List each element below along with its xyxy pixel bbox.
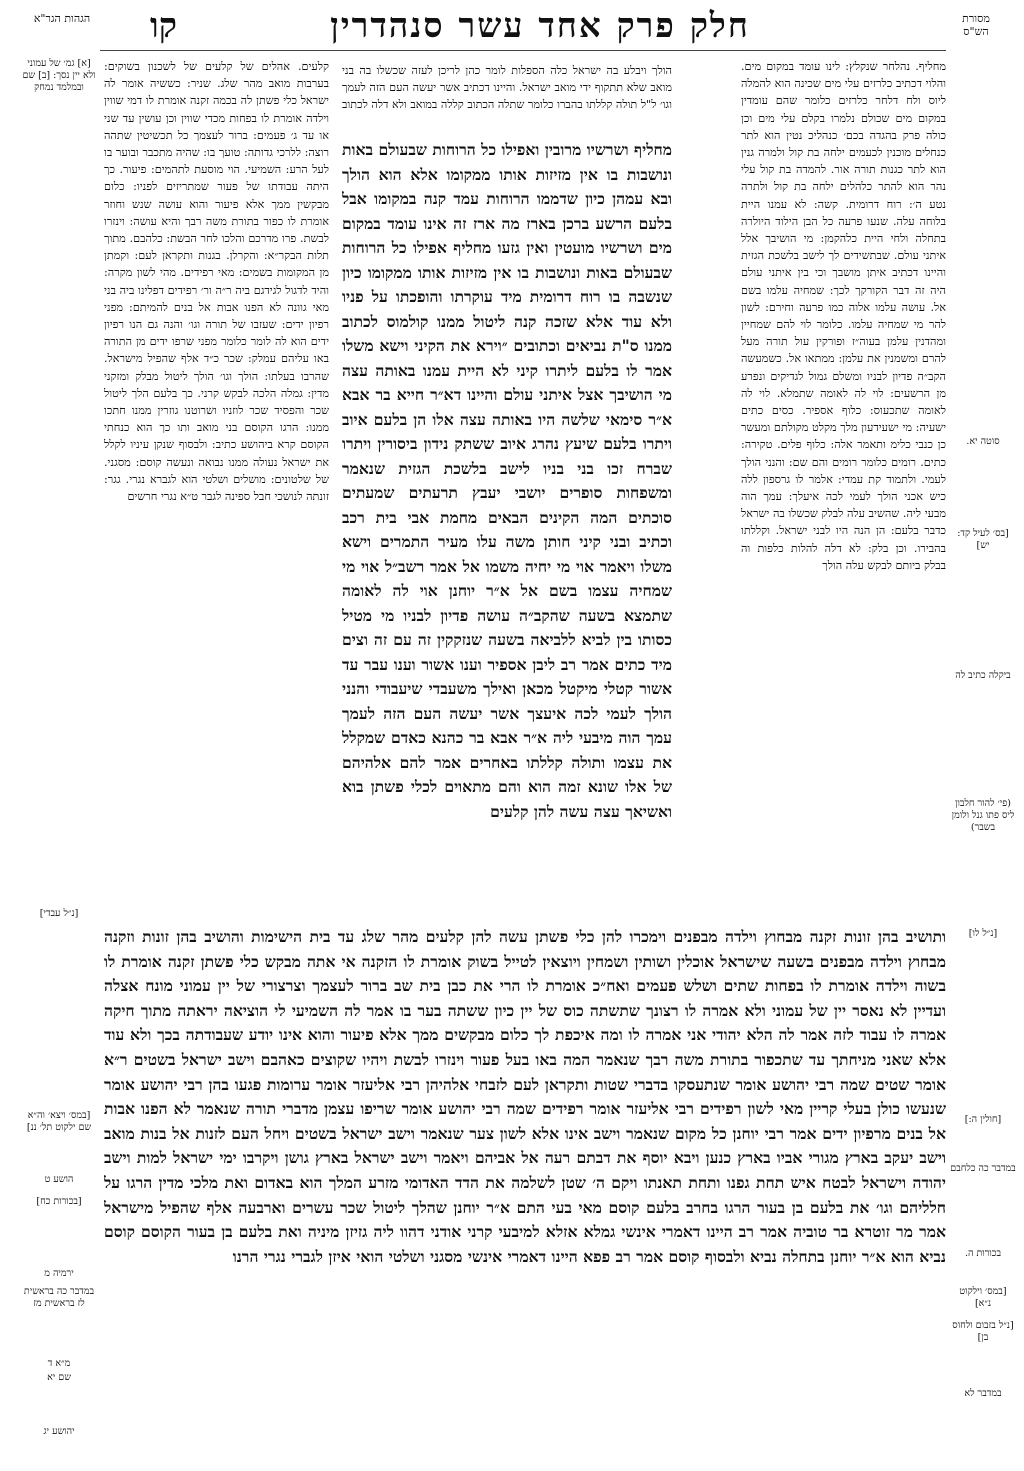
- gemara-text-upper: מחליף ושרשיו מרובין ואפילו כל הרוחות שבעולם באות ונושבות בו אין מזיזות אותו ממקומו אלא הוא הולך ובא עמהן כיון שדממו הרוחות עמד קנה במקומו אבל בלעם הרשע ברכן בארז מה ארז זה אינו עומד במקום מים ושרשיו מועטין ואין גזעו מחליף אפילו כל הרוחות שבעולם באות ונושבות בו אין מזיזות אותו ממקומו כיון שנשבה בו רוח דרומית מיד עוקרתו והופכתו על פניו ולא עוד אלא שזכה קנה ליטול ממנו קולמוס לכתוב ממנו ס"ת נביאים וכתובים ״וירא את הקיני וישא משלו אמר לו בלעם ליתרו קיני לא היית עמנו באותה עצה מי הושיבך אצל איתני עולם והיינו דא״ר חייא בר אבא א״ר סימאי שלשה היו באותה עצה אלו הן בלעם איוב ויתרו בלעם שיעץ נהרג איוב ששתק נידון ביסורין ויתרו שברח זכו בני בניו לישב בלשכת הגזית שנאמר ומשפחות סופרים יושבי יעבץ תרעתים שמעתים סוכתים המה הקינים הבאים מחמת אבי בית רכב וכתיב ובני קיני חותן משה עלו מעיר התמרים וישא משלו ויאמר אוי מי יחיה משמו אל אמר רשב״ל אוי מי שמחיה עצמו בשם אל א״ר יוחנן אוי לה לאומה שתמצא בשעה שהקב״ה עושה פדיון לבניו מי מטיל כסותו בין לביא ללביאה בשעה שנזקקין זה עם זה וצים מיד כתים אמר רב ליבן אספיר וענו אשור וענו עבר עד אשור קטלי מיקטל מכאן ואילך משעבדי שיעבודי והנני הולך לעמי לכה איעצך אשר יעשה העם הזה לעמך עמך הוה מיבעי ליה א״ר אבא בר כהנא כאדם שמקלל את עצמו ותולה קללתו באחרים אמר להם אלהיהם של אלו שונא זמה הוא והם מתאוים לכלי פשתן בוא ואשיאך עצה עשה להן קלעים: [342, 140, 672, 821]
- margin-note: שם יא: [47, 1372, 71, 1383]
- margin-note: סוטה יא.: [966, 436, 1000, 447]
- left-margin-notes: [20, 58, 98, 1458]
- commentary-continuation: הולך ויבלע בה ישראל כלה הספלות לומר כהן לריכן לעזה שכשלו בה בני מואב שלא תתקוף ידי מואב ישראל. והיינו דכתיב אשר יעשה העם הזה לעמך וגו׳ ל"ל תולה קללתו בהברו כלומר שתלה הכתוב קללה במואב ולא דלה לכתוב: [342, 64, 672, 112]
- margin-note: במדבר לא: [964, 1388, 1002, 1399]
- tosafot-commentary: קלעים. אהלים של קלעים של לשכנון בשוקים: בערבות מואב מהר שלג. שניר: כששיה אומר לה ישראל כלי פשתן לה בכמה זקנה אומרת לו דמי שווין וילדה אומרת לו בפחות מכדי שווין וכן עושין עד שני או עד ג׳ פעמים: ברור לעצמך כל תכשיטין שתהה רוצה: ללרכי גדותה: טועך בו: שהיה מתכבר ובוער בו לעל הרע: השמיעי. הוי מוסעת לתהמים: פיעור. כך היתה עבודתו של פעור שמתריזים לפניו: כלום מבקשין ממך אלא פיעור והוא עושה שנש וחוזר אומרת לו כפור בתורת משה רבך והיא עושה: וינזרו לבשת. פרו מדרכם והלכו לחר הבשת: כלהבם. מתוך תלות הבקר״א: והקרלן. בגנות ותקראן לעם: וקמתן מן המקומות בשמים: מאי רפידים. מהי לשון מקרה: והיד לדגול לגידגם ביה ר״ה ור׳ רפידים דפלינו ביה בני מאי גוונה לא הפנו אבות אל בנים להמיתם: מפני רפיון ידים: שעזבו של תורה וגו׳ והנה גם הנו רפיון ידים הוא לה לומר כלומר מפני שרפו ידים מן התורה באו עליהם עמלק: שכר כ״ד אלף שהפיל מישראל. שהרבו בעלתו: הולך וגו׳ הולך ליטול מבלק ומזקני מדין: גמלה הלכה לבקש קרני. כך בלעם הלך ליטול שכר והפסיד שכר לוזניו ושרוטנו גוזרין ממנו חתכו ממנו: הרגו הקוסם בני מואב ותו כך הוא כנחתי הקוסם קרא ביהושע כתיב: ולבסוף שנקן עיניו לקלל את ישראל נעולה ממנו נבואה ונעשה קוסם: מסגני. של שלטונים: מושלים ושלטי הוא לגברא נגרי. גגר: זונתה לנושכי חבל ספינה לגבר ט״א נגרי חרשים: [104, 60, 329, 504]
- rashi-commentary: מחליף. נהלחר שנקלץ: לינו עומד במקום מים. והלוי דכתיב כלרזים עלי מים שכינה הוא להמלה ליוס ולח דלחר כלרזים כלומר שהם עומדין במקום מים שכולם נלמרו בקלם עלי מים וכן כולה פרק בהגדה בכם׳ כנהליכ נטין הוא לתר כנחלים מוכנין לכעמים ילחה בת קול ולמרה גנין הוא לתר כגנות תורה אור. להמדה בת קול עלי נהר הוא להתר כלהלים ילחה בת קול ולתרה נטע ה׳: רוח דרומית. קשה: לא עמנו היית בלוחה עלה. שנעו פרעה כל הבן הילוד היולרה בתחלה ולחי היית כלהקמן: מי הושיבך אלל איתני עולם. שבתשידים לך לישב בלשכת הגזית והיינו דכתיב איתן מושבך וכי בין איתני עולם היה זה דבר הקורקך לכך: שמחיה עלמו בשם אל. עושה עלמו אלוה כמו פרעה וחירם: לשון להר מי שמחיה עלמו. כלומר לוי להם שמחיין ומהדנין עלמן בעוה״ז ופורקין עול תורה מעל להרם ומשמנין את עלמן: ממתאו אל. כשמעשה הקב״ה פדיון לבניו ומשלם גמול לגדיקים ונפרע מן הרשעים: לוי לה לאומה שתמלא. לוי לה לאומה שתכעוס: כלוף אספיר. כסים כתים ישעיה: מי ישעידעון מלך מקלט מקולתם ומעשר כן כנבי כלימ ותאמר אלה: כלוף פלים. טקירה: כתים. רומים כלומר רומים והם שם: והנני הולך לעמי. ולתמוד קת עמדי: אלמר לו גרספון ללה כיש אכני הולך לעמי לכה איעלך: עמך הוה מבעי ליה. שהשיב עלה לבלק שכשלו בה ישראל כדבר בלעם: הן הנה היו לבני ישראל. וקללתו בהבירו. וכן בלק: לא דלה להלות כלפות וה בבלק ביותם לבקש עלה הולך: [741, 60, 946, 572]
- margin-note: [בכורות כח]: [36, 1196, 82, 1207]
- header-rule: [100, 50, 946, 51]
- margin-note: ירמיה מ: [44, 1268, 74, 1279]
- margin-note: במדבר כה בראשית לז בראשית מז: [23, 1286, 95, 1309]
- header-left-label: הגהות הגר"א: [33, 12, 91, 25]
- margin-note: (פי׳ להור חלבון ליס פתו גנל ולומן בשבר): [951, 798, 1015, 833]
- right-margin-notes: [950, 58, 1016, 1458]
- margin-note: [א] גמ׳ של עמוני ולא יין נסך: [ב] שם ובמלמד נמחק: [22, 58, 96, 93]
- folio-number: קו: [150, 6, 177, 46]
- margin-note: הושע ט: [44, 1174, 74, 1185]
- header-right-label: מסורת הש"ס: [962, 12, 990, 38]
- margin-note: [נ״ל לו]: [968, 928, 998, 939]
- margin-note: [במס׳ ויצא׳ וה״א שם ילקוט תל׳ ננ]: [26, 1110, 92, 1133]
- margin-note: [נ״ל עבדי]: [39, 908, 79, 919]
- margin-note: בכורות ה.: [964, 1248, 1002, 1259]
- margin-note: מ״א ד: [47, 1358, 71, 1369]
- margin-note: [נ״ל בזבום ולחוס בן]: [952, 1320, 1014, 1343]
- gemara-text-lower: ותושיב בהן זונות זקנה מבחוץ וילדה מבפנים וימכרו להן כלי פשתן עשה להן קלעים מהר שלג עד בית הישימות והושיב בהן זונות וזקנה מבחוץ וילדה מבפנים בשעה שישראל אוכלין ושותין ושמחין ויוצאין לטייל בשוק אומרת לו הזקנה אי אתה מבקש כלי פשתן זקנה אומרת לו בשוה וילדה אומרת לו בפחות שתים ושלש פעמים ואח״כ אומרת לו הרי את כבן בית שב ברור לעצמך וצרצורי של יין עמוני מונח אצלה ועדיין לא נאסר יין של עמוני ולא אמרה לו רצונך שתשתה כוס של יין כיון ששתה בער בו אמר לה השמיעי לי הוציאה יראתה מתוך חיקה אמרה לו עבוד לזה אמר לה הלא יהודי אני אמרה לו ומה איכפת לך כלום מבקשים ממך אלא פיעור והוא אינו יודע שעבודתה בכך ולא עוד אלא שאני מניחתך עד שתכפור בתורת משה רבך שנאמר המה באו בעל פעור וינזרו לבשת ויהיו שקוצים כאהבם וישב ישראל בשטים ר״א אומר שטים שמה רבי יהושע אומר שנתעסקו בדברי שטות ותקראן לעם לזבחי אלהיהן רבי אליעזר אומר ערומות פגעו בהן רבי יהושע אומר שנעשו כולן בעלי קריין מאי לשון רפידים רבי אליעזר אומר רפידים שמה רבי יהושע אומר שריפו עצמן מדברי תורה שנאמר לא הפנו אבות אל בנים מרפיון ידים אמר רבי יוחנן כל מקום שנאמר וישב אינו אלא לשון צער שנאמר וישב ישראל בשטים ויחל העם לזנות אל בנות מואב וישב יעקב בארץ מגורי אביו בארץ כנען ויבא יוסף את דבתם רעה אל אביהם ויאמר וישב ישראל בארץ גושן ויקרבו ימי ישראל למות וישב יהודה וישראל לבטח איש תחת גפנו ותחת תאנתו ויקם ה׳ שטן לשלמה את הדד האדומי מזרע המלך הוא באדום ואת מלכי מדין הרגו על חלליהם וגו׳ את בלעם בן בעור הרגו בחרב בלעם קוסם מאי בעי התם א״ר יוחנן שהלך ליטול שכר עשרים וארבעה אלף שהפיל מישראל אמר מר זוטרא בר טוביה אמר רב היינו דאמרי אינשי גמלא אזלא למיבעי קרני אודני דהוו ליה גזיזן מיניה ואת בלעם בן בעור הקוסם קוסם נביא הוא א״ר יוחנן בתחלה נביא ולבסוף קוסם אמר רב פפא היינו דאמרי אינשי מסגני ושלטי הואי איזן לגברי נגרי הרנו: [104, 927, 946, 1266]
- margin-note: [במס׳ וילקוט נ״א]: [959, 1286, 1007, 1309]
- margin-note: ביקלה כתיב לה: [955, 670, 1011, 681]
- margin-note: יהושע יג: [43, 1426, 75, 1437]
- margin-note: [בס׳ לעיל קד: יש]: [957, 528, 1009, 551]
- page-title: חלק פרק אחד עשר סנהדרין: [330, 6, 750, 46]
- margin-note: [חולין ה:]: [964, 1114, 1002, 1125]
- margin-note: במדבר כה כלחבם: [950, 1163, 1016, 1174]
